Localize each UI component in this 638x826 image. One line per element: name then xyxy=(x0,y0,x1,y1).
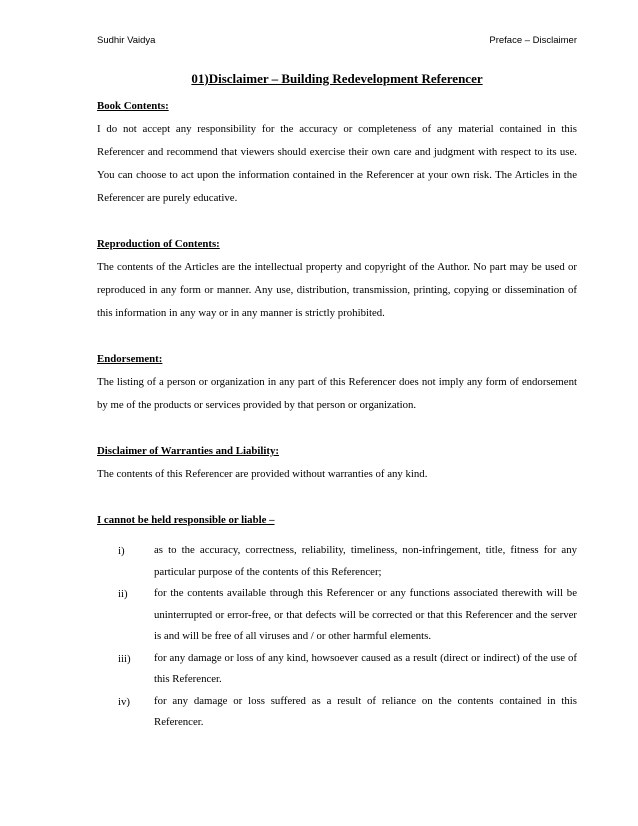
section-liability xyxy=(97,509,577,734)
section-book-contents xyxy=(97,95,577,210)
section-reproduction xyxy=(97,233,577,325)
section-heading: Endorsement: xyxy=(97,353,163,365)
list-item-number: iii) xyxy=(118,652,131,665)
section-text: The listing of a person or organization in any part of this Referencer does not imply any form of endorsement by me of the products or services provided by that person or organization. xyxy=(97,376,577,411)
section-text: I do not accept any responsibility for the accuracy or completeness of any material contained in this Referencer and recommend that viewers should exercise their own care and judgment with respect to its use. You can choose to act upon the information contained in the Referencer at your own risk. The Articles in the Referencer are purely educative. xyxy=(97,123,577,204)
section-text: The contents of this Referencer are provided without warranties of any kind. xyxy=(97,468,428,480)
list-item-number: iv) xyxy=(118,695,130,708)
list-item-number: i) xyxy=(118,545,125,557)
section-heading: Reproduction of Contents: xyxy=(97,238,220,250)
list-item-text: for any damage or loss of any kind, howsoever caused as a result (direct or indirect) of the use of this Referencer. xyxy=(154,651,577,685)
list-item-number: ii) xyxy=(118,588,128,600)
list-item-text: as to the accuracy, correctness, reliability, timeliness, non-infringement, title, fitness for any particular purpose of the contents of this Referencer; xyxy=(154,544,577,578)
section-text: The contents of the Articles are the intellectual property and copyright of the Author. No part may be used or reproduced in any form or manner. Any use, distribution, transmission, printing, copying or dissemination of this information in any way or in any manner is strictly prohibited. xyxy=(97,261,577,319)
liability-list xyxy=(97,540,577,734)
list-item xyxy=(97,648,577,691)
section-heading: Book Contents: xyxy=(97,100,169,112)
section-heading: I cannot be held responsible or liable – xyxy=(97,514,275,526)
page-title: 01)Disclaimer – Building Redevelopment Referencer xyxy=(191,71,483,86)
list-item xyxy=(97,691,577,734)
list-item xyxy=(97,583,577,648)
section-heading: Disclaimer of Warranties and Liability: xyxy=(97,445,279,457)
list-item-text: for any damage or loss suffered as a result of reliance on the contents contained in this Referencer. xyxy=(154,694,577,728)
list-item-text: for the contents available through this Referencer or any functions associated therewith will be uninterrupted or error-free, or that defects will be corrected or that this Referencer and the server is and will be free of all viruses and / or other harmful elements. xyxy=(154,587,577,642)
document-body xyxy=(97,95,577,734)
page-header xyxy=(97,35,577,46)
header-section: Preface – Disclaimer xyxy=(489,35,577,46)
list-item xyxy=(97,540,577,583)
header-author: Sudhir Vaidya xyxy=(97,35,156,46)
section-endorsement xyxy=(97,348,577,417)
section-warranties xyxy=(97,440,577,486)
